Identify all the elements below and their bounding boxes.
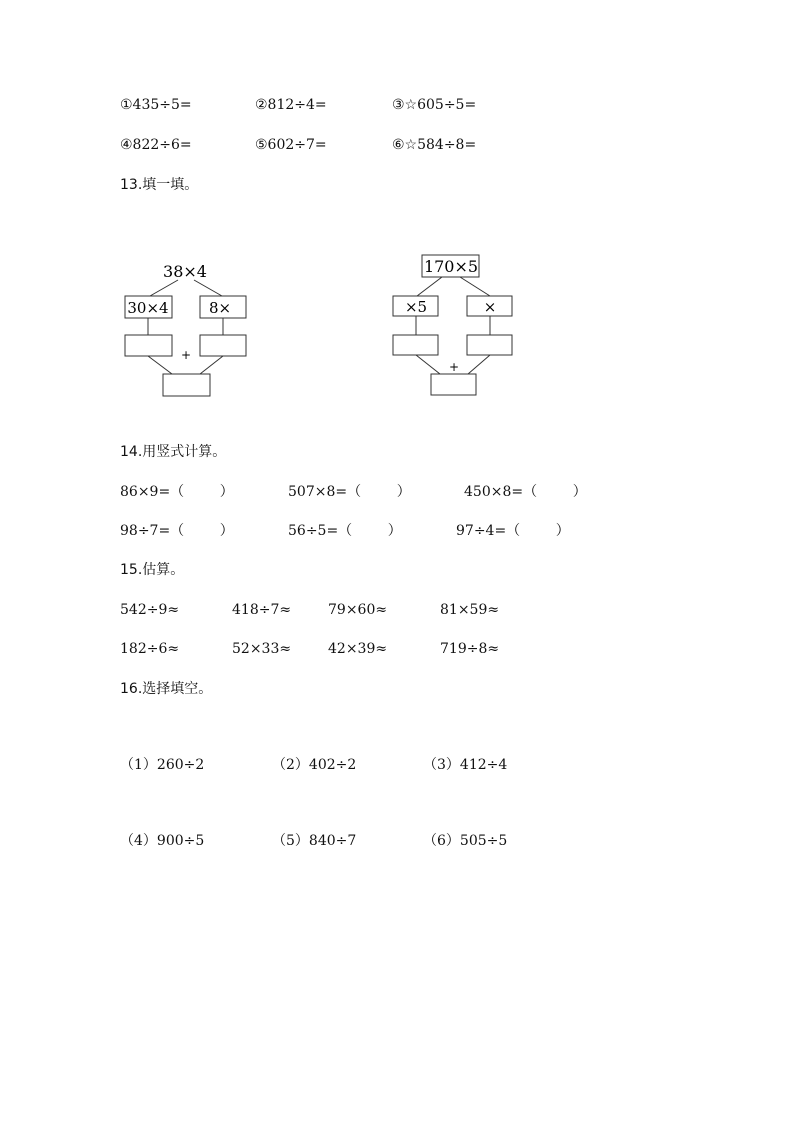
right-box2-expression: × xyxy=(483,298,497,316)
right-sum-box xyxy=(431,374,476,395)
section-13-title: 13.填一填。 xyxy=(120,177,199,193)
problem-4: ④822÷6= xyxy=(120,137,192,153)
q15-item-4: 81×59≈ xyxy=(440,602,500,618)
decomposition-diagram-right xyxy=(380,250,540,410)
q16-item-3: （3）412÷4 xyxy=(423,757,508,773)
section-16-title: 16.选择填空。 xyxy=(120,681,213,697)
q15-item-3: 79×60≈ xyxy=(328,602,388,618)
q14-item-1: 86×9=（ ） xyxy=(120,484,234,500)
left-box2-expression: 8× xyxy=(208,299,232,317)
left-answer-box-1 xyxy=(125,335,172,356)
problem-2: ②812÷4= xyxy=(255,97,327,113)
left-sum-box xyxy=(163,374,210,396)
q15-item-7: 42×39≈ xyxy=(328,641,388,657)
section-14-title: 14.用竖式计算。 xyxy=(120,444,227,460)
left-top-expression: 38×4 xyxy=(163,262,207,281)
q16-item-4: （4）900÷5 xyxy=(120,833,205,849)
q15-item-2: 418÷7≈ xyxy=(232,602,292,618)
problem-5: ⑤602÷7= xyxy=(255,137,327,153)
right-answer-box-1 xyxy=(393,335,438,355)
problem-3: ③☆605÷5= xyxy=(392,97,477,113)
right-top-expression: 170×5 xyxy=(423,257,479,276)
q16-item-6: （6）505÷5 xyxy=(423,833,508,849)
decomposition-diagram-left xyxy=(110,250,270,410)
right-plus-sign: + xyxy=(448,360,460,374)
q15-item-6: 52×33≈ xyxy=(232,641,292,657)
q15-item-8: 719÷8≈ xyxy=(440,641,500,657)
problem-6: ⑥☆584÷8= xyxy=(392,137,477,153)
right-answer-box-2 xyxy=(467,335,512,355)
q14-item-3: 450×8=（ ） xyxy=(464,484,587,500)
left-answer-box-2 xyxy=(200,335,246,356)
left-box1-expression: 30×4 xyxy=(127,299,169,317)
q14-item-2: 507×8=（ ） xyxy=(288,484,411,500)
left-plus-sign: + xyxy=(180,348,192,362)
q14-item-4: 98÷7=（ ） xyxy=(120,523,234,539)
problem-1: ①435÷5= xyxy=(120,97,192,113)
q15-item-5: 182÷6≈ xyxy=(120,641,180,657)
q15-item-1: 542÷9≈ xyxy=(120,602,180,618)
q16-item-2: （2）402÷2 xyxy=(272,757,357,773)
q16-item-1: （1）260÷2 xyxy=(120,757,205,773)
right-box1-expression: ×5 xyxy=(404,298,428,316)
section-15-title: 15.估算。 xyxy=(120,562,185,578)
q14-item-6: 97÷4=（ ） xyxy=(456,523,570,539)
q16-item-5: （5）840÷7 xyxy=(272,833,357,849)
q14-item-5: 56÷5=（ ） xyxy=(288,523,402,539)
